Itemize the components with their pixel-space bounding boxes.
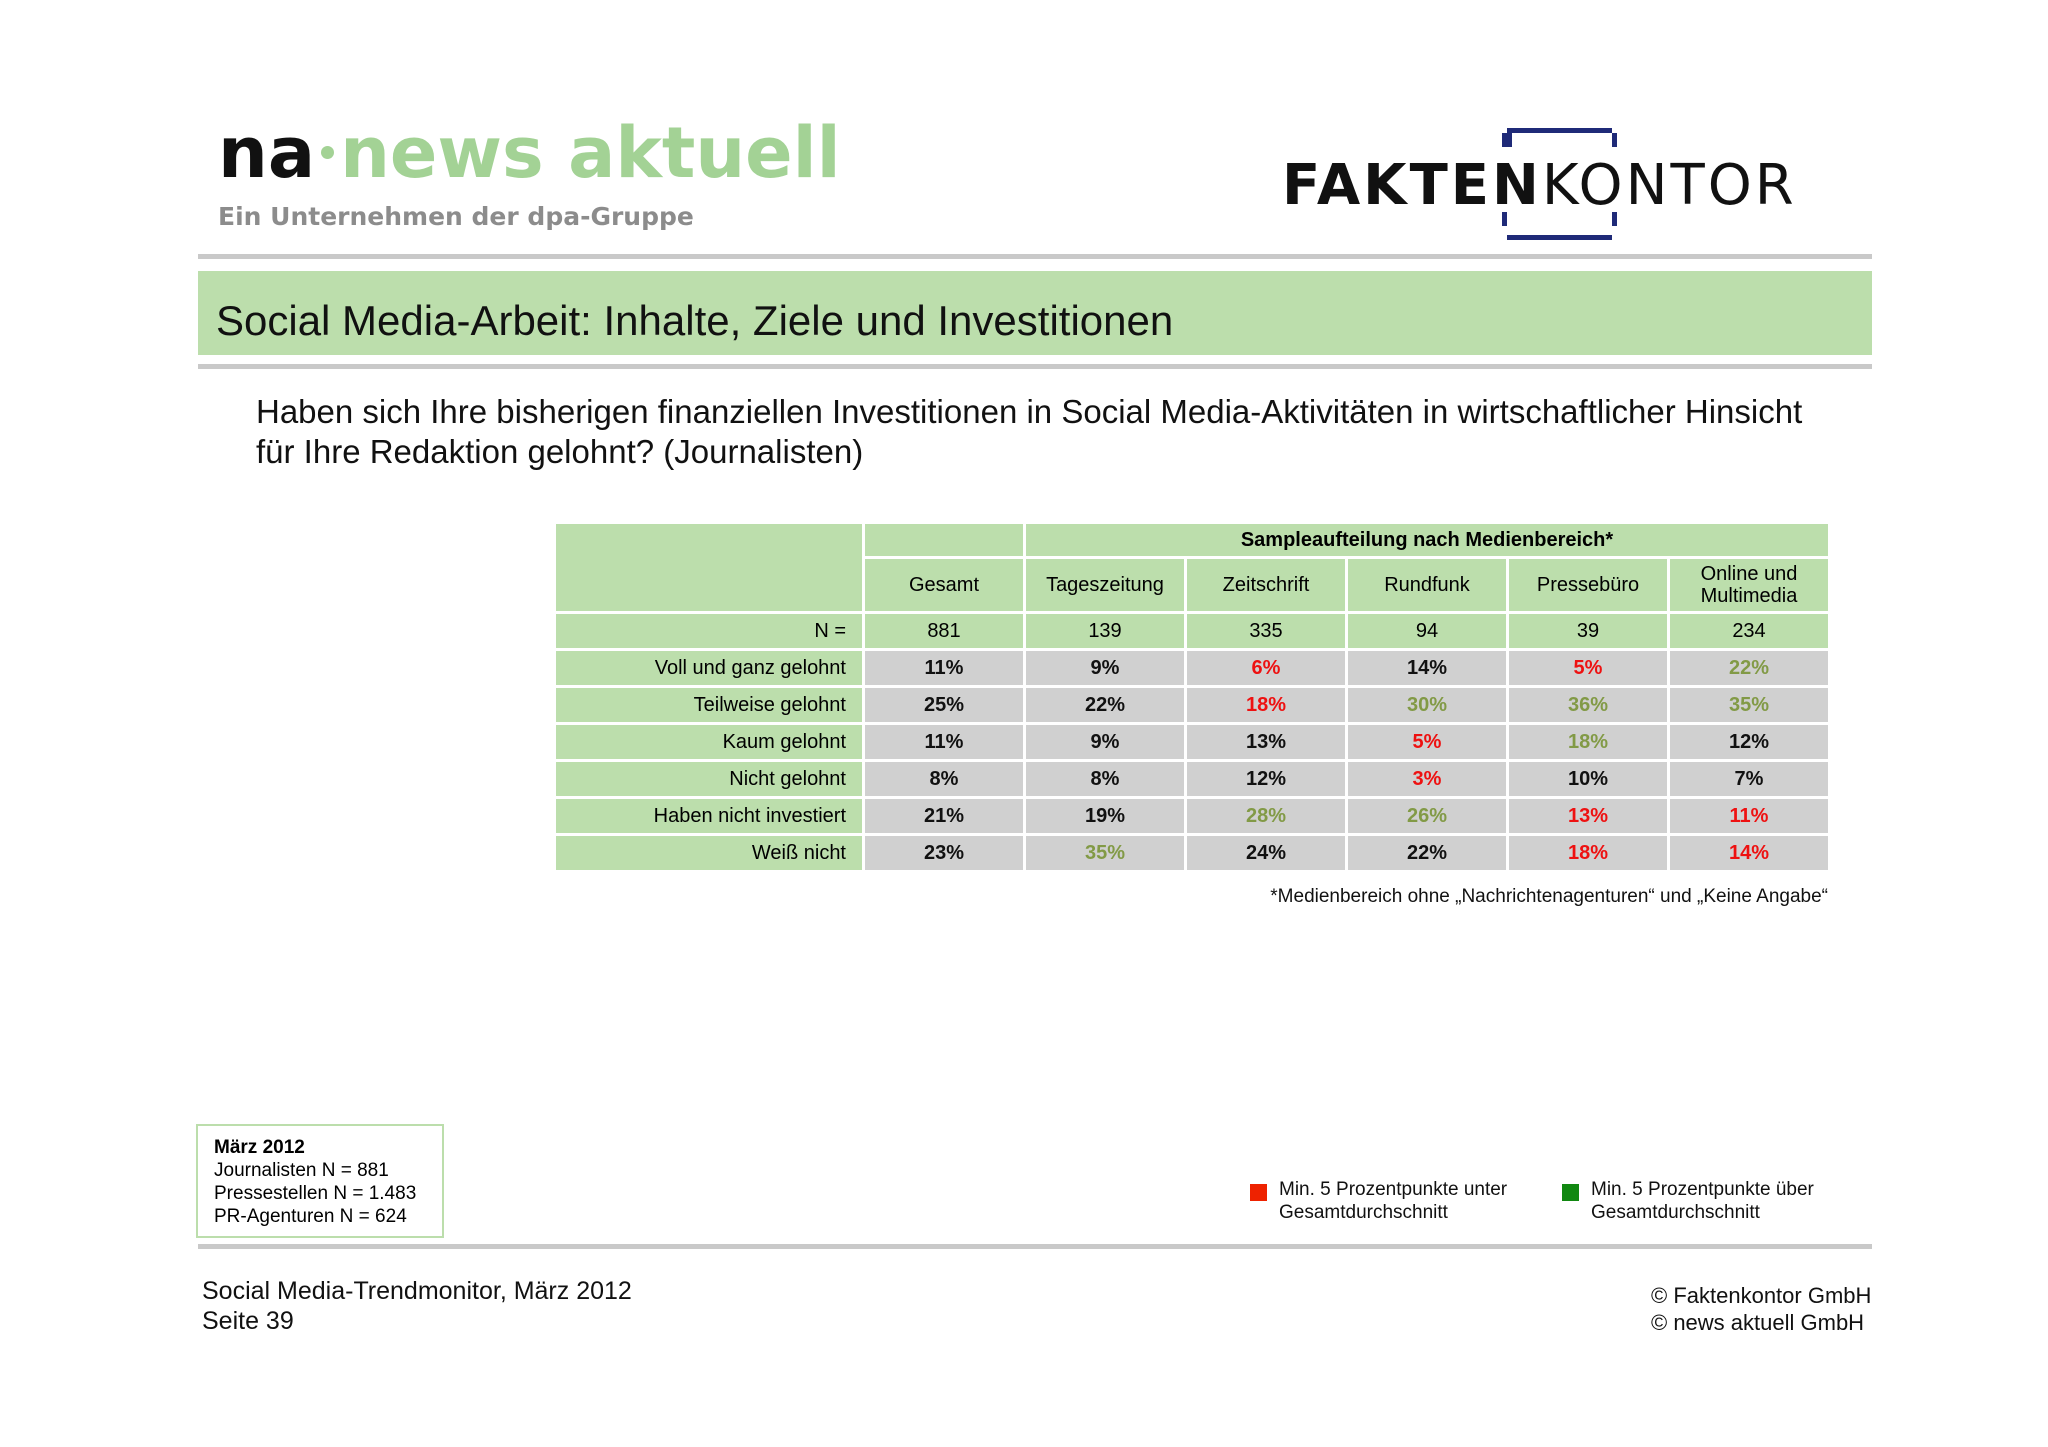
news-aktuell-wordmark [218, 112, 841, 194]
table-cell: 14% [1670, 836, 1828, 870]
table-cell: 35% [1026, 836, 1184, 870]
table-cell: 5% [1348, 725, 1506, 759]
table-cell: 11% [865, 725, 1023, 759]
table-row [556, 836, 1828, 870]
results-table [553, 521, 1831, 873]
table-cell: 8% [865, 762, 1023, 796]
page-title: Social Media-Arbeit: Inhalte, Ziele und Investitionen [216, 297, 1174, 344]
table-body [556, 614, 1828, 870]
table-cell: 12% [1670, 725, 1828, 759]
copyright-line: © news aktuell GmbH [1651, 1310, 1865, 1335]
table-cell: 12% [1187, 762, 1345, 796]
table-cell: 19% [1026, 799, 1184, 833]
faktenkontor-light: KONTOR [1541, 153, 1797, 218]
column-header: Gesamt [865, 559, 1023, 611]
news-aktuell-name: news aktuell [340, 112, 841, 194]
column-header: Pressebüro [1509, 559, 1667, 611]
sample-info-box [196, 1124, 444, 1238]
legend-text: Gesamtdurchschnitt [1591, 1202, 1760, 1223]
table-cell: 24% [1187, 836, 1345, 870]
table-row [556, 651, 1828, 685]
n-row [556, 614, 1828, 648]
header-rule [198, 254, 1872, 259]
n-value: 335 [1187, 614, 1345, 648]
footer-copyright [1651, 1282, 1871, 1336]
title-band [198, 271, 1872, 355]
table-cell: 18% [1187, 688, 1345, 722]
table-cell: 10% [1509, 762, 1667, 796]
table-cell: 23% [865, 836, 1023, 870]
column-header: Online und Multimedia [1670, 559, 1828, 611]
table-cell: 21% [865, 799, 1023, 833]
legend-above-average [1562, 1178, 1814, 1224]
table-footnote: *Medienbereich ohne „Nachrichtenagenturen“ und „Keine Angabe“ [1270, 886, 1828, 907]
row-label: Kaum gelohnt [556, 725, 862, 759]
footer-publication: Social Media-Trendmonitor, März 2012 [202, 1277, 632, 1305]
row-label: Haben nicht investiert [556, 799, 862, 833]
legend-below-average [1250, 1178, 1507, 1224]
faktenkontor-wordmark [1282, 153, 1797, 218]
table-cell: 36% [1509, 688, 1667, 722]
table-cell: 6% [1187, 651, 1345, 685]
table-cell: 9% [1026, 725, 1184, 759]
table-cell: 5% [1509, 651, 1667, 685]
title-rule [198, 364, 1872, 369]
table-row [556, 725, 1828, 759]
sample-info-line: Pressestellen N = 1.483 [214, 1183, 417, 1204]
table-cell: 3% [1348, 762, 1506, 796]
table-row [556, 688, 1828, 722]
table-cell: 22% [1348, 836, 1506, 870]
n-value: 39 [1509, 614, 1667, 648]
sample-info-title: März 2012 [214, 1137, 305, 1158]
red-square-icon [1250, 1184, 1267, 1201]
table-cell: 18% [1509, 725, 1667, 759]
row-label: Voll und ganz gelohnt [556, 651, 862, 685]
table-corner [556, 524, 862, 611]
sample-info-line: Journalisten N = 881 [214, 1160, 389, 1181]
group-header: Sampleaufteilung nach Medienbereich* [1026, 524, 1828, 556]
row-label: Weiß nicht [556, 836, 862, 870]
table-cell: 14% [1348, 651, 1506, 685]
table-cell: 18% [1509, 836, 1667, 870]
table-row [556, 762, 1828, 796]
n-value: 881 [865, 614, 1023, 648]
table-row [556, 799, 1828, 833]
table-cell: 22% [1026, 688, 1184, 722]
table-cell: 8% [1026, 762, 1184, 796]
news-aktuell-tagline: Ein Unternehmen der dpa-Gruppe [218, 202, 694, 231]
green-square-icon [1562, 1184, 1579, 1201]
footer-page-number: Seite 39 [202, 1307, 294, 1335]
table-cell: 11% [1670, 799, 1828, 833]
legend-text: Min. 5 Prozentpunkte über [1591, 1179, 1814, 1200]
legend-text: Gesamtdurchschnitt [1279, 1202, 1448, 1223]
footer-rule [198, 1244, 1872, 1249]
column-header: Zeitschrift [1187, 559, 1345, 611]
table-cell: 22% [1670, 651, 1828, 685]
table-cell: 28% [1187, 799, 1345, 833]
table-cell: 26% [1348, 799, 1506, 833]
copyright-line: © Faktenkontor GmbH [1651, 1283, 1872, 1308]
table-cell: 30% [1348, 688, 1506, 722]
faktenkontor-bold: FAKTEN [1282, 153, 1542, 218]
table-cell: 25% [865, 688, 1023, 722]
sample-info-line: PR-Agenturen N = 624 [214, 1206, 407, 1227]
faktenkontor-logo [1282, 128, 1834, 240]
table-cell: 35% [1670, 688, 1828, 722]
table-cell: 13% [1187, 725, 1345, 759]
column-header: Rundfunk [1348, 559, 1506, 611]
table-cell: 13% [1509, 799, 1667, 833]
n-value: 234 [1670, 614, 1828, 648]
table-cell: 7% [1670, 762, 1828, 796]
n-label: N = [556, 614, 862, 648]
n-value: 139 [1026, 614, 1184, 648]
row-label: Nicht gelohnt [556, 762, 862, 796]
news-aktuell-logo [218, 112, 841, 231]
column-header: Tageszeitung [1026, 559, 1184, 611]
n-value: 94 [1348, 614, 1506, 648]
table-cell: 11% [865, 651, 1023, 685]
logo-dot-icon [321, 146, 334, 159]
table-cell: 9% [1026, 651, 1184, 685]
row-label: Teilweise gelohnt [556, 688, 862, 722]
news-aktuell-abbr: na [218, 112, 316, 194]
footer-source [202, 1276, 632, 1336]
legend-text: Min. 5 Prozentpunkte unter [1279, 1179, 1508, 1200]
survey-question: Haben sich Ihre bisherigen finanziellen Investitionen in Social Media-Aktivitäten in wirtschaftlicher Hinsicht für Ihre Redaktion gelohnt? (Journalisten) [256, 393, 1803, 470]
